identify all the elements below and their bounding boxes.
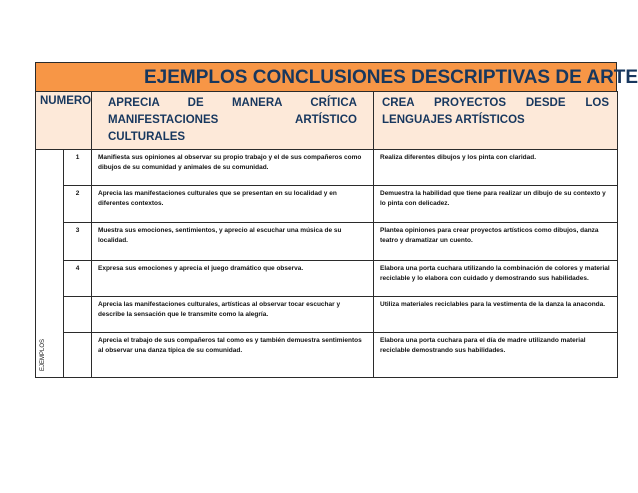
side-label: EJEMPLOS	[40, 338, 46, 371]
header-numero: NUMERO	[36, 92, 92, 150]
aprecia-cell: Muestra sus emociones, sentimientos, y aprecio al escuchar una música de su localidad.	[92, 223, 374, 261]
row-number: 1	[64, 150, 92, 186]
table-row	[36, 186, 618, 223]
aprecia-cell: Manifiesta sus opiniones al observar su propio trabajo y el de sus compañeros como dibujos de su comunidad y animales de su comunidad.	[92, 150, 374, 186]
table-row	[36, 297, 618, 333]
aprecia-cell: Aprecia el trabajo de sus compañeros tal como es y también demuestra sentimientos al observar una danza típica de su comunidad.	[92, 333, 374, 378]
table-row	[36, 333, 618, 378]
row-number: 4	[64, 261, 92, 297]
crea-cell: Demuestra la habilidad que tiene para realizar un dibujo de su contexto y lo pinta con delicadez.	[374, 186, 618, 223]
aprecia-cell: Aprecia las manifestaciones culturales que se presentan en su localidad y en diferentes contextos.	[92, 186, 374, 223]
row-number: 2	[64, 186, 92, 223]
table-row	[36, 150, 618, 186]
table-row	[36, 261, 618, 297]
page-title: EJEMPLOS CONCLUSIONES DESCRIPTIVAS DE ARTE	[144, 67, 638, 88]
conclusions-table	[35, 91, 618, 378]
row-number	[64, 297, 92, 333]
header-row	[36, 92, 618, 150]
crea-cell: Elabora una porta cuchara utilizando la combinación de colores y material reciclable y lo elabora con cuidado y demostrando sus habilidades.	[374, 261, 618, 297]
aprecia-cell: Expresa sus emociones y aprecia el juego dramático que observa.	[92, 261, 374, 297]
crea-cell: Realiza diferentes dibujos y los pinta con claridad.	[374, 150, 618, 186]
row-number: 3	[64, 223, 92, 261]
crea-cell: Utiliza materiales reciclables para la vestimenta de la danza la anaconda.	[374, 297, 618, 333]
row-number	[64, 333, 92, 378]
crea-cell: Plantea opiniones para crear proyectos artísticos como dibujos, danza teatro y dramatizar un cuento.	[374, 223, 618, 261]
crea-cell: Elabora una porta cuchara para el día de madre utilizando material reciclable demostrando sus habilidades.	[374, 333, 618, 378]
aprecia-cell: Aprecia las manifestaciones culturales, artísticas al observar tocar escuchar y describe la sensación que le transmite como la alegría.	[92, 297, 374, 333]
title-bar	[35, 62, 638, 92]
side-column	[36, 150, 64, 378]
table-row	[36, 223, 618, 261]
header-aprecia: APRECIA DE MANERA CRÍTICA MANIFESTACIONES ARTÍSTICO CULTURALES	[92, 92, 374, 150]
header-crea: CREA PROYECTOS DESDE LOS LENGUAJES ARTÍSTICOS	[374, 92, 618, 150]
